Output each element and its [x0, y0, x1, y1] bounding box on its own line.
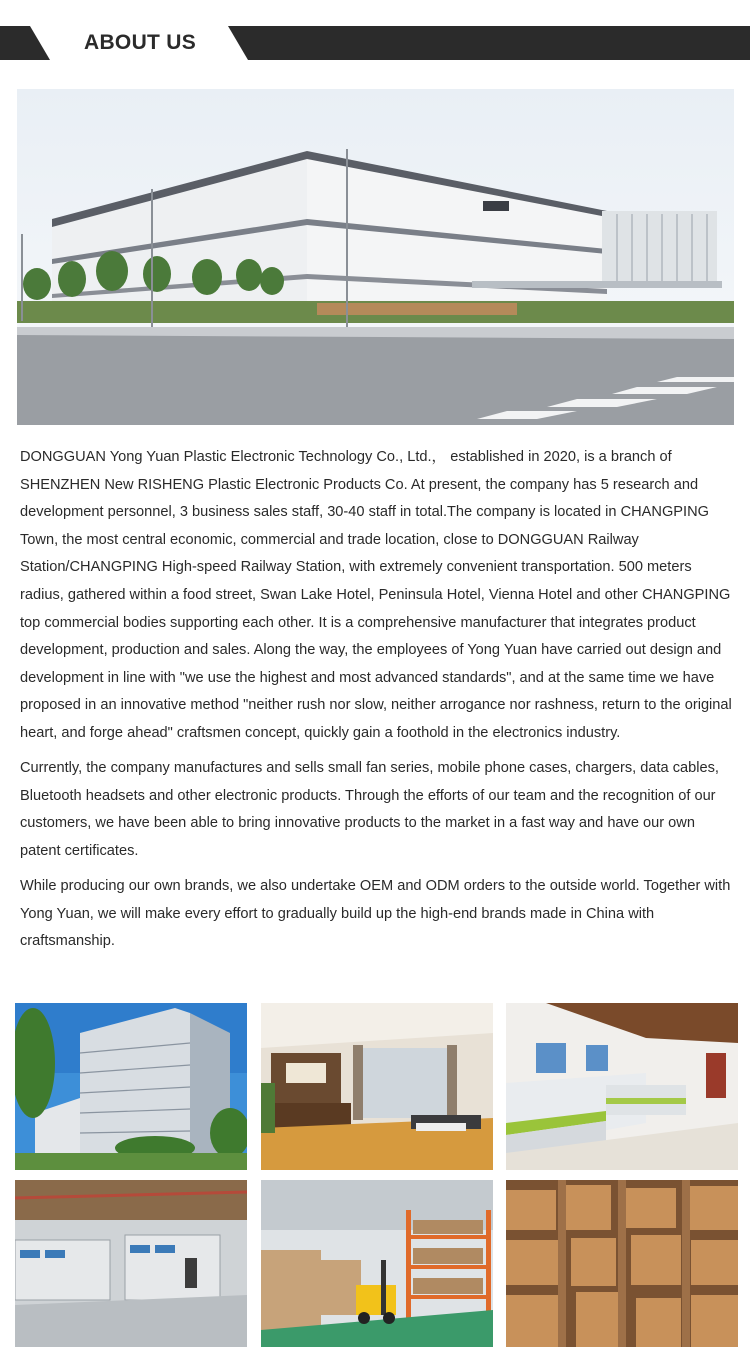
paragraph-oem: While producing our own brands, we also undertake OEM and ODM orders to the outside world. Together with Yong Yuan, we will make every effort to gradually build up the high-end brands made in China with craftsmanship.: [20, 878, 731, 950]
about-text: [20, 444, 736, 963]
factory-building-photo: [17, 89, 734, 425]
office-tower-photo: [15, 1003, 247, 1170]
section-banner: [0, 26, 750, 60]
office-workspace-photo: [506, 1003, 738, 1170]
production-line-photo: [15, 1180, 247, 1347]
reception-lobby-photo: [261, 1003, 493, 1170]
warehouse-forklift-photo: [261, 1180, 493, 1347]
paragraph-intro: DONGGUAN Yong Yuan Plastic Electronic Technology Co., Ltd.， established in 2020, is a branch of SHENZHEN New RISHENG Plastic Electronic Products Co. At present, the company has 5 research and development personnel, 3 business sales staff, 30-40 staff in total.The company is located in CHANGPING Town, the most central economic, commercial and trade location, close to DONGGUAN Railway Station/CHANGPING High-speed Railway Station, with extremely convenient transportation. 500 meters radius, gathered within a food street, Swan Lake Hotel, Peninsula Hotel, Vienna Hotel and other CHANGPING top commercial bodies supporting each other. It is a comprehensive manufacturer that integrates product development, production and sales. Along the way, the employees of Yong Yuan have carried out design and development in line with "we use the highest and most advanced standards", and at the same time we have proposed in an innovative method "neither rush nor slow, neither arrogance nor rashness, return to the original heart, and forge ahead" craftsmen concept, quickly gain a foothold in the electronics industry.: [20, 449, 732, 741]
paragraph-products: Currently, the company manufactures and sells small fan series, mobile phone cases, chargers, data cables, Bluetooth headsets and other electronic products. Through the efforts of our team and the recognition of our customers, we have been able to bring innovative products to the market in a fast way and have our own patent certificates.: [20, 760, 719, 859]
warehouse-boxes-photo: [506, 1180, 738, 1347]
section-title: ABOUT US: [84, 31, 197, 54]
